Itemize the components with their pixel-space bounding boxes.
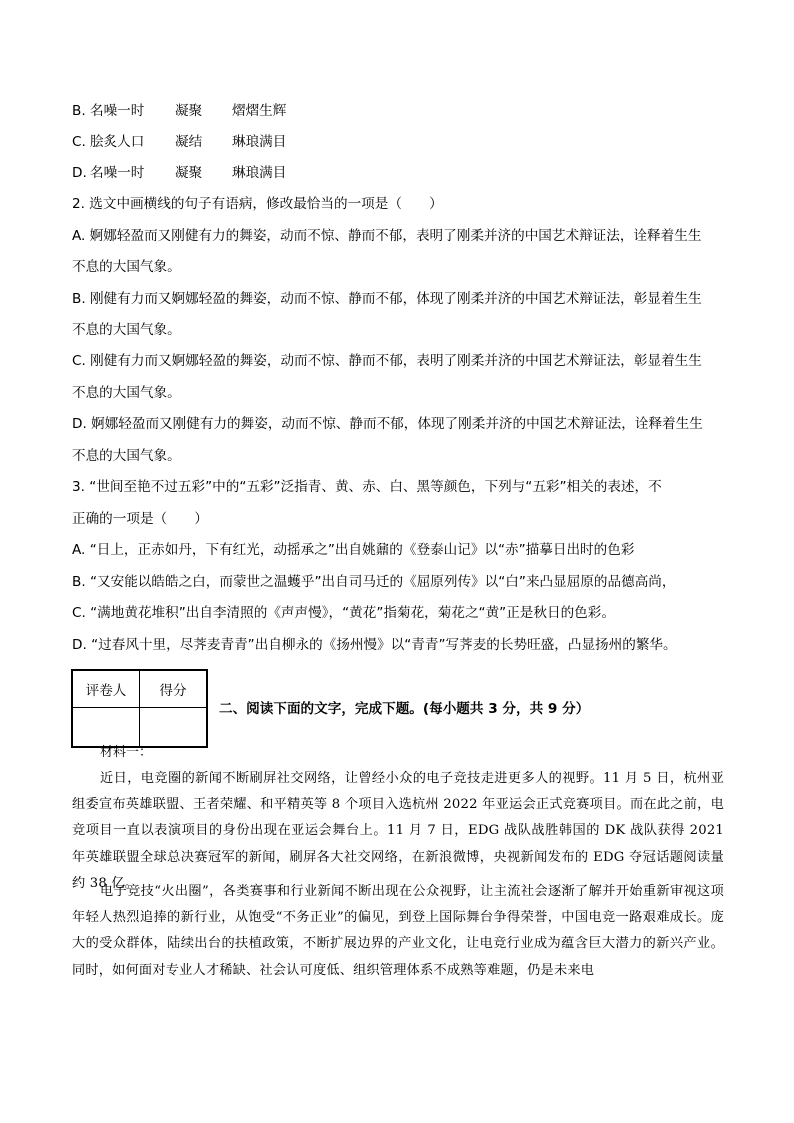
- question-3-stem-line2: 正确的一项是（ ）: [72, 511, 208, 527]
- q2-option-a-line1: A. 婀娜轻盈而又刚健有力的舞姿，动而不惊、静而不郁，表明了刚柔并济的中国艺术辩证法，诠释着生生: [72, 228, 702, 244]
- q2-option-d-line1: D. 婀娜轻盈而又刚健有力的舞姿，动而不惊、静而不郁，体现了刚柔并济的中国艺术辩证法，诠释着生生: [72, 416, 703, 432]
- q3-option-b: B. “又安能以皓皓之白，而蒙世之温蠖乎”出自司马迁的《屈原列传》以“白”来凸显屈原的品德高尚，: [72, 574, 676, 590]
- q2-option-a-line2: 不息的大国气象。: [72, 259, 181, 275]
- section-2-title: 二、阅读下面的文字，完成下题。(每小题共 3 分，共 9 分）: [219, 701, 590, 717]
- option-word-1: 脍炙人口: [90, 134, 145, 150]
- option-letter: C.: [72, 134, 86, 150]
- q3-option-a: A. “日上，正赤如丹，下有红光，动摇承之”出自姚鼐的《登泰山记》以“赤”描摹日出时的色彩: [72, 542, 635, 558]
- question-2-stem: 2. 选文中画横线的句子有语病，修改最恰当的一项是（ ）: [72, 196, 443, 212]
- q2-option-c-line1: C. 刚健有力而又婀娜轻盈的舞姿，动而不惊、静而不郁，表明了刚柔并济的中国艺术辩证法，彰显着生生: [72, 353, 702, 369]
- option-letter: B.: [72, 103, 86, 119]
- option-word-1: 名噪一时: [90, 165, 145, 181]
- q2-option-b-line1: B. 刚健有力而又婀娜轻盈的舞姿，动而不惊、静而不郁，体现了刚柔并济的中国艺术辩证法，彰显着生生: [72, 291, 702, 307]
- grader-cell[interactable]: [72, 708, 140, 748]
- option-row-b: [72, 102, 287, 120]
- grader-header: 评卷人: [72, 670, 140, 708]
- material-label: 材料一：: [100, 745, 153, 760]
- option-word-3: 熠熠生辉: [232, 103, 287, 119]
- score-header: 得分: [140, 670, 208, 708]
- q2-option-d-line2: 不息的大国气象。: [72, 448, 181, 464]
- q2-option-c-line2: 不息的大国气象。: [72, 385, 181, 401]
- q2-option-b-line2: 不息的大国气象。: [72, 322, 181, 338]
- material-paragraph-2: 电子竞技“火出圈”，各类赛事和行业新闻不断出现在公众视野，让主流社会逐渐了解并开始重新审视这项年轻人热烈追捧的新行业，从饱受“不务正业”的偏见，到登上国际舞台争得荣誉，中国电竞一路艰难成长。庞大的受众群体，陆续出台的扶植政策，不断扩展边界的产业文化，让电竞行业成为蕴含巨大潜力的新兴产业。同时，如何面对专业人才稀缺、社会认可度低、组织管理体系不成熟等难题，仍是未来电: [72, 884, 724, 978]
- option-word-2: 凝结: [175, 134, 203, 150]
- option-word-2: 凝聚: [175, 165, 203, 181]
- q3-option-c: C. “满地黄花堆积”出自李清照的《声声慢》，“黄花”指菊花，菊花之“黄”正是秋日的色彩。: [72, 605, 615, 621]
- option-word-3: 琳琅满目: [232, 134, 287, 150]
- option-row-c: [72, 133, 287, 151]
- score-table: [71, 669, 208, 748]
- option-word-3: 琳琅满目: [232, 165, 287, 181]
- material-paragraph-1: 近日，电竞圈的新闻不断刷屏社交网络，让曾经小众的电子竞技走进更多人的视野。11 月 5 日，杭州亚组委宣布英雄联盟、王者荣耀、和平精英等 8 个项目入选杭州 2022 年亚运会正式竞赛项目。而在此之前，电竞项目一直以表演项目的身份出现在亚运会舞台上。11 月 7 日，EDG 战队战胜韩国的 DK 战队获得 2021 年英雄联盟全球总决赛冠军的新闻，刷屏各大社交网络，在新浪微博，央视新闻发布的 EDG 夺冠话题阅读量约 38 亿。: [72, 771, 724, 891]
- q3-option-d: D. “过春风十里，尽荠麦青青”出自柳永的《扬州慢》以“青青”写荠麦的长势旺盛，凸显扬州的繁华。: [72, 637, 677, 653]
- option-word-2: 凝聚: [175, 103, 203, 119]
- option-row-d: [72, 164, 287, 182]
- option-letter: D.: [72, 165, 87, 181]
- option-word-1: 名噪一时: [90, 103, 145, 119]
- question-3-stem-line1: 3. “世间至艳不过五彩”中的“五彩”泛指青、黄、赤、白、黑等颜色，下列与“五彩”相关的表述，不: [72, 479, 662, 495]
- score-cell[interactable]: [140, 708, 208, 748]
